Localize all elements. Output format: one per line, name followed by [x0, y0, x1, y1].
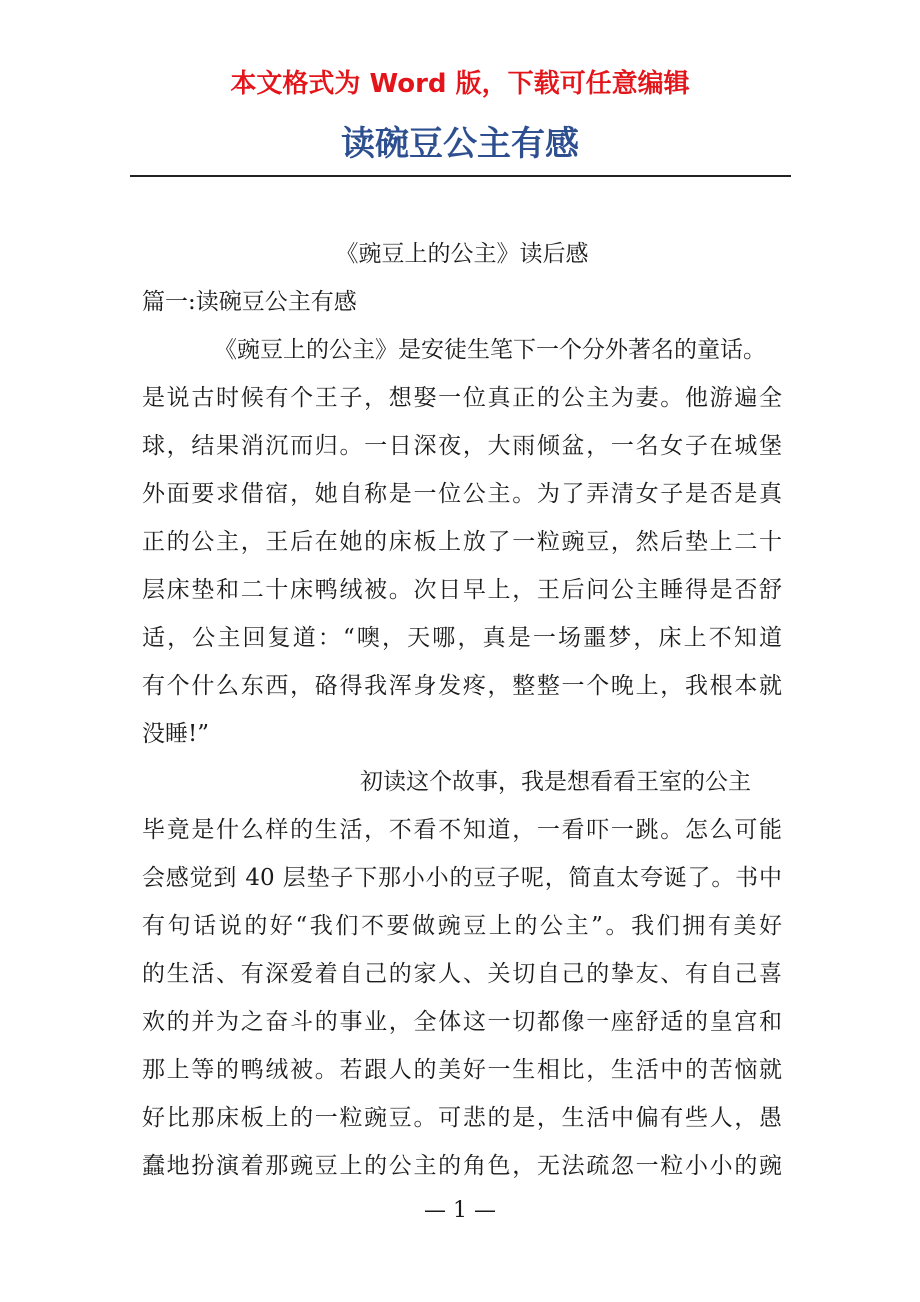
paragraph-line: 蠢地扮演着那豌豆上的公主的角色，无法疏忽一粒小小的豌	[142, 1153, 782, 1179]
paragraph-line: 有个什么东西，硌得我浑身发疼，整整一个晚上，我根本就	[142, 673, 782, 699]
paragraph-line: 外面要求借宿，她自称是一位公主。为了弄清女子是否是真	[142, 481, 782, 507]
paragraph-line: 没睡!”	[142, 721, 210, 747]
paragraph-line: 球，结果消沉而归。一日深夜，大雨倾盆，一名女子在城堡	[142, 433, 782, 459]
paragraph-line: 适，公主回复道：“噢，天哪，真是一场噩梦，床上不知道	[142, 625, 782, 651]
paragraph-line: 层床垫和二十床鸭绒被。次日早上，王后问公主睡得是否舒	[142, 577, 782, 603]
section-heading: 篇一:读碗豆公主有感	[142, 289, 357, 315]
paragraph-line: 的生活、有深爱着自己的家人、关切自己的挚友、有自己喜	[142, 961, 782, 987]
document-body	[142, 230, 782, 1190]
format-notice-banner: 本文格式为 Word 版，下载可任意编辑	[230, 69, 690, 99]
paragraph-line: 是说古时候有个王子，想娶一位真正的公主为妻。他游遍全	[142, 385, 782, 411]
paragraph-line: 《豌豆上的公主》是安徒生笔下一个分外著名的童话。	[214, 337, 766, 363]
paragraph-line: 好比那床板上的一粒豌豆。可悲的是，生活中偏有些人，愚	[142, 1105, 782, 1131]
page-number: — 1 —	[424, 1198, 496, 1223]
paragraph-line: 会感觉到 40 层垫子下那小小的豆子呢，简直太夸诞了。书中	[142, 865, 782, 891]
document-title: 读碗豆公主有感	[341, 124, 579, 164]
paragraph-line: 有句话说的好“我们不要做豌豆上的公主”。我们拥有美好	[142, 913, 782, 939]
title-divider	[130, 175, 791, 177]
paragraph-line: 正的公主，王后在她的床板上放了一粒豌豆，然后垫上二十	[142, 529, 782, 555]
essay-subtitle: 《豌豆上的公主》读后感	[335, 241, 589, 267]
paragraph-line: 初读这个故事，我是想看看王室的公主	[360, 769, 751, 795]
paragraph-line: 欢的并为之奋斗的事业，全体这一切都像一座舒适的皇宫和	[142, 1009, 782, 1035]
paragraph-line: 毕竟是什么样的生活，不看不知道，一看吓一跳。怎么可能	[142, 817, 782, 843]
paragraph-line: 那上等的鸭绒被。若跟人的美好一生相比，生活中的苦恼就	[142, 1057, 782, 1083]
